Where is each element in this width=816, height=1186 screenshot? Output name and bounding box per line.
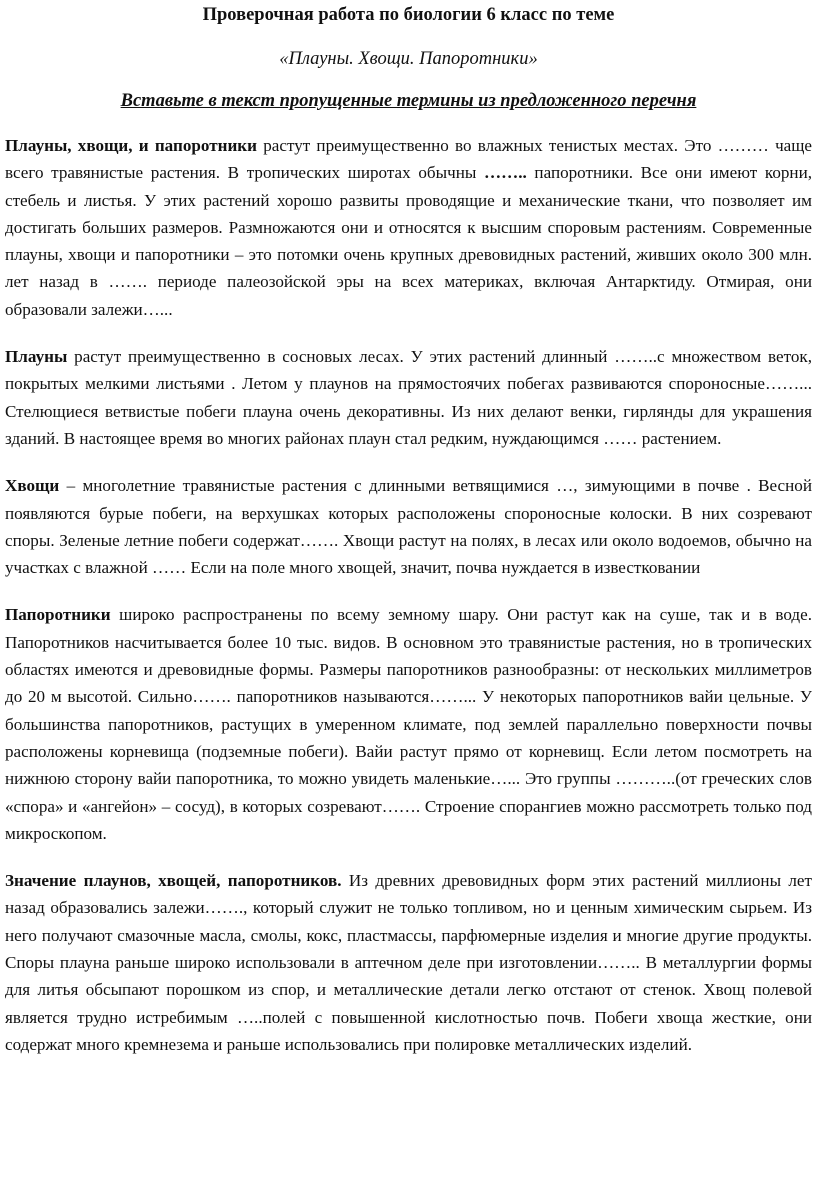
paragraph-znachenie-lead: Значение плаунов, хвощей, папоротников. [5, 871, 342, 891]
paragraph-intro [5, 132, 812, 323]
document-page [0, 4, 816, 1186]
paragraph-intro-bold-gap: …….. [484, 163, 527, 183]
paragraph-paporotniki-text: широко распространены по всему земному шару. Они растут как на суше, так и в воде. Папоротников насчитывается более 10 тыс. видов. В основном это травянистые растения, но в тропических областях имеются и древовидные формы. Размеры папоротников разнообразны: от нескольких миллиметров до 20 м высотой. Сильно……. папоротников называются……... У некоторых папоротников вайи цельные. У большинства папоротников, растущих в умеренном климате, под землей параллельно поверхности почвы расположены корневища (подземные побеги). Вайи растут прямо от корневищ. Если летом посмотреть на нижнюю сторону вайи папоротника, то можно увидеть маленькие…... Это группы ………..(от греческих слов «спора» и «ангейон» – сосуд), в которых созревают……. Строение спорангиев можно рассмотреть только под микроскопом. [5, 605, 812, 843]
paragraph-khvoshchi-lead: Хвощи [5, 476, 60, 496]
paragraph-khvoshchi [5, 472, 812, 581]
document-subtitle: «Плауны. Хвощи. Папоротники» [279, 49, 538, 69]
paragraph-intro-text-a: растут преимущественно во влажных тенистых местах. Это ……… чаще всего травянистые растения. В тропических широтах обычны [5, 136, 813, 183]
paragraph-intro-lead: Плауны, хвощи, и папоротники [5, 136, 258, 155]
paragraph-paporotniki-lead: Папоротники [5, 605, 111, 625]
paragraph-plauny-lead: Плауны [5, 347, 68, 367]
paragraph-plauny-text: растут преимущественно в сосновых лесах. У этих растений длинный ……..с множеством веток, покрытых мелкими листьями . Летом у плаунов на прямостоячих побегах развиваются спороносные……... Стелющиеся ветвистые побеги плауна очень декоративны. Из них делают венки, гирлянды для украшения зданий. В настоящее время во многих районах плаун стал редким, нуждающимся …… растением. [5, 347, 812, 448]
paragraph-khvoshchi-text: – многолетние травянистые растения с длинными ветвящимися …, зимующими в почве . Весной появляются бурые побеги, на верхушках которых расположены спороносные колоски. В них созревают споры. Зеленые летние побеги содержат……. Хвощи растут на полях, в лесах или около водоемов, обычно на участках с влажной …… Если на поле много хвощей, значит, почва нуждается в известковании [5, 476, 812, 578]
paragraph-znachenie-text: Из древних древовидных форм этих растений миллионы лет назад образовались залежи……., который служит не только топливом, но и ценным химическим сырьем. Из него получают смазочные масла, смолы, кокс, пластмассы, парфюмерные изделия и многие другие продукты. Споры плауна раньше широко использовали в аптечном деле при изготовлении…….. В металлургии формы для литья обсыпают порошком из спор, и металлические детали легко отстают от стенок. Хвощ полевой является трудно истребимым …..полей с повышенной кислотностью почв. Побеги хвоща жесткие, они содержат много кремнезема и раньше использовались при полировке металлических изделий. [5, 871, 812, 1054]
paragraph-intro-text-b: папоротники. Все они имеют корни, стебель и листья. У этих растений хорошо развиты проводящие и механические ткани, что позволяет им достигать больших размеров. Размножаются они и относятся к высшим споровым растениям. Современные плауны, хвощи и папоротники – это потомки очень крупных древовидных растений, живших около 300 млн. лет назад в ……. периоде палеозойской эры на всех материках, включая Антарктиду. Отмирая, они образовали залежи…... [5, 163, 812, 319]
paragraph-znachenie [5, 867, 812, 1058]
task-instruction: Вставьте в текст пропущенные термины из предложенного перечня [120, 91, 697, 111]
document-title: Проверочная работа по биологии 6 класс по теме [202, 5, 615, 25]
paragraph-plauny [5, 343, 812, 452]
paragraph-paporotniki [5, 601, 812, 847]
